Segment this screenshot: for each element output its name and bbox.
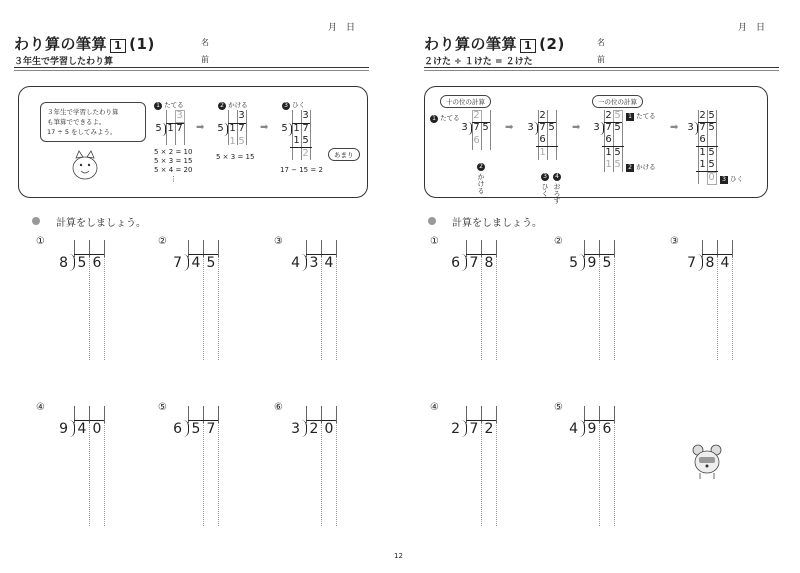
problem-1 [56,240,116,362]
divisor: 6 [451,255,460,271]
left-step-3 [282,100,305,110]
right-header-rule-thin [424,70,779,71]
right-title-prefix: わり算の筆算 [424,35,518,53]
dividend-digit: 7 [469,255,479,271]
dividend-digit: 5 [77,255,87,271]
r4-remainder: 0 [708,172,715,183]
speech-line-2: も筆算でできるよ。 [47,118,106,126]
dividend-digit: 5 [191,421,201,437]
dividend-digit: 4 [324,255,334,271]
divisor: 4 [291,255,300,271]
step3-product-1: 1 [293,135,300,146]
example-dividend-2: 7 [176,123,183,134]
sq-badge-2: 2 [626,164,634,172]
step-badge-1: 1 [154,102,162,110]
calc-line: ⋮ [170,175,177,183]
problem-r4 [448,406,508,528]
step-tateru: たてる [440,114,460,122]
step-hiku-vertical: ひく [541,183,549,197]
problem-number: ② [554,236,563,247]
step-tateru: たてる [636,112,656,120]
left-bullet-icon [32,217,40,225]
divisor: 3 [291,421,300,437]
r4-product: 6 [699,134,706,145]
divisor: 2 [451,421,460,437]
r4-quotient-1: 2 [699,110,706,121]
problem-r2 [566,240,626,362]
r3-product2-2: 5 [614,159,621,170]
example-quotient: 3 [176,110,183,121]
right-date-label: 月 日 [738,23,766,33]
tens-place-label: 十の位の計算 [440,95,491,108]
left-title-suffix: (1) [129,35,155,53]
r4-dividend-1: 7 [699,122,706,133]
r-step-kakeru-v [476,153,486,194]
r4-divisor: 3 [687,122,694,133]
calc-line: 5 × 3 = 15 [154,157,193,165]
r1-dividend-1: 7 [473,122,480,133]
problem-r3 [684,240,744,362]
dividend-digit: 8 [484,255,494,271]
divisor: 9 [59,421,68,437]
right-page-title [424,33,565,54]
step-1-label: たてる [164,101,184,109]
left-title-prefix: わり算の筆算 [14,35,108,53]
arrow-icon: ➡ [505,122,514,133]
left-instruction: 計算をしましょう。 [56,218,146,229]
r3-dividend-1: 7 [605,122,612,133]
step2-product-1: 1 [229,136,236,147]
dividend-digit: 0 [324,421,334,437]
problem-2 [170,240,230,362]
left-step2-calc: 5 × 3 = 15 [216,153,255,161]
arrow-icon: ➡ [196,122,205,133]
step-2-label: かける [228,101,248,109]
example-dividend-1: 1 [167,123,174,134]
badge-4: 4 [553,173,561,181]
r2-dividend-2: 5 [548,122,555,133]
ones-place-label: 一の位の計算 [592,95,643,108]
left-title-number: 1 [110,39,126,53]
problem-6 [288,406,348,528]
problem-number: ① [36,236,45,247]
speech-line-1: ３年生で学習したわり算 [47,108,119,116]
problem-5 [170,406,230,528]
problem-r1 [448,240,508,362]
step-orosu-vertical: おろす [553,183,561,204]
problem-number: ② [158,236,167,247]
problem-number: ⑥ [274,402,283,413]
badge-1: 1 [430,115,438,123]
r3-quotient-1: 2 [605,110,612,121]
right-bullet-icon [428,217,436,225]
step-badge-2: 2 [218,102,226,110]
r3-dividend-2: 5 [614,122,621,133]
divisor: 8 [59,255,68,271]
sq-badge-1: 1 [626,113,634,121]
problem-number: ③ [670,236,679,247]
step3-dividend-2: 7 [302,123,309,134]
step2-quotient: 3 [238,110,245,121]
r3-diff-2: 5 [614,147,621,158]
right-name-label: 名 [597,38,605,47]
r3-product2-1: 1 [605,159,612,170]
left-page-title [14,33,155,54]
left-header-rule-thin [14,70,369,71]
dividend-digit: 5 [206,255,216,271]
r3-diff-1: 1 [605,147,612,158]
r-step-hiku-v [540,163,550,197]
divisor: 7 [173,255,182,271]
left-step1-calcs [154,148,192,184]
left-subtitle: ３年生で学習したわり算 [14,57,114,67]
problem-number: ⑤ [158,402,167,413]
step-kakeru-vertical: かける [477,173,485,194]
right-subtitle: ２けた ÷ １けた = ２けた [424,57,533,67]
step3-quotient: 3 [302,110,309,121]
dividend-digit: 7 [206,421,216,437]
badge-3: 3 [541,173,549,181]
step-kakeru: かける [636,163,656,171]
r4-quotient-2: 5 [708,110,715,121]
dividend-digit: 5 [602,255,612,271]
right-instruction: 計算をしましょう。 [452,218,542,229]
divisor: 5 [569,255,578,271]
step-badge-3: 3 [282,102,290,110]
page-number: 12 [394,552,403,560]
r2-dividend-1: 7 [539,122,546,133]
dividend-digit: 4 [720,255,730,271]
step-3-label: ひく [292,101,306,109]
problem-3 [288,240,348,362]
problem-4 [56,406,116,528]
dividend-digit: 8 [705,255,715,271]
dividend-digit: 9 [587,255,597,271]
r4-product2-1: 1 [699,159,706,170]
divisor: 7 [687,255,696,271]
step2-product-2: 5 [238,136,245,147]
r4-product2-2: 5 [708,159,715,170]
arrow-icon: ➡ [260,122,269,133]
step3-dividend-1: 1 [293,123,300,134]
r3-quotient-2: 5 [614,110,621,121]
dividend-digit: 6 [92,255,102,271]
dividend-digit: 7 [469,421,479,437]
left-header-rule [14,67,369,68]
left-speech-bubble [40,102,146,142]
step3-product-2: 5 [302,135,309,146]
step2-dividend-1: 1 [229,123,236,134]
speech-line-3: 17 ÷ 5 をしてみよう。 [47,128,117,136]
r4-diff-2: 5 [708,147,715,158]
r4-label-hiku [720,174,743,184]
r-step-orosu-v [552,163,562,204]
dividend-digit: 3 [309,255,319,271]
right-title-suffix: (2) [539,35,565,53]
dividend-digit: 0 [92,421,102,437]
left-date-label: 月 日 [328,23,356,33]
r2-product: 6 [539,134,546,145]
dividend-digit: 2 [484,421,494,437]
left-name-label-2: 前 [201,55,209,64]
step3-remainder: 2 [302,148,309,159]
badge-2: 2 [477,163,485,171]
right-title-number: 1 [520,39,536,53]
r-step-tateru-1 [430,113,460,123]
r3-divisor: 3 [593,122,600,133]
right-header-rule [424,67,779,68]
divisor: 6 [173,421,182,437]
r2-divisor: 3 [527,122,534,133]
r3-product: 6 [605,134,612,145]
step3-divisor: 5 [281,123,288,134]
step2-dividend-2: 7 [238,123,245,134]
step-hiku: ひく [730,175,744,183]
r2-quotient: 2 [539,110,546,121]
r1-divisor: 3 [461,122,468,133]
mouse-mascot-icon [690,442,724,482]
left-step-1 [154,100,184,110]
dividend-digit: 6 [602,421,612,437]
r1-dividend-2: 5 [482,122,489,133]
remainder-label: あまり [328,148,360,161]
problem-number: ① [430,236,439,247]
problem-number: ④ [36,402,45,413]
r4-diff-1: 1 [699,147,706,158]
problem-number: ⑤ [554,402,563,413]
r1-product: 6 [473,135,480,146]
dividend-digit: 4 [77,421,87,437]
problem-number: ④ [430,402,439,413]
r1-quotient: 2 [473,110,480,121]
sq-badge-3: 3 [720,176,728,184]
left-step3-calc: 17 − 15 = 2 [280,166,323,174]
arrow-icon: ➡ [572,122,581,133]
problem-number: ③ [274,236,283,247]
r3-label-tateru [626,111,656,121]
right-name-label-2: 前 [597,55,605,64]
example-divisor: 5 [155,123,162,134]
left-step-2 [218,100,248,110]
calc-line: 5 × 4 = 20 [154,166,193,174]
cat-mascot-icon [68,150,102,182]
r3-label-kakeru [626,162,656,172]
calc-line: 5 × 2 = 10 [154,148,193,156]
r2-diff: 1 [539,147,546,158]
dividend-digit: 4 [191,255,201,271]
divisor: 4 [569,421,578,437]
dividend-digit: 9 [587,421,597,437]
left-name-label: 名 [201,38,209,47]
arrow-icon: ➡ [670,122,679,133]
dividend-digit: 2 [309,421,319,437]
step2-divisor: 5 [217,123,224,134]
problem-r5 [566,406,626,528]
r4-dividend-2: 5 [708,122,715,133]
